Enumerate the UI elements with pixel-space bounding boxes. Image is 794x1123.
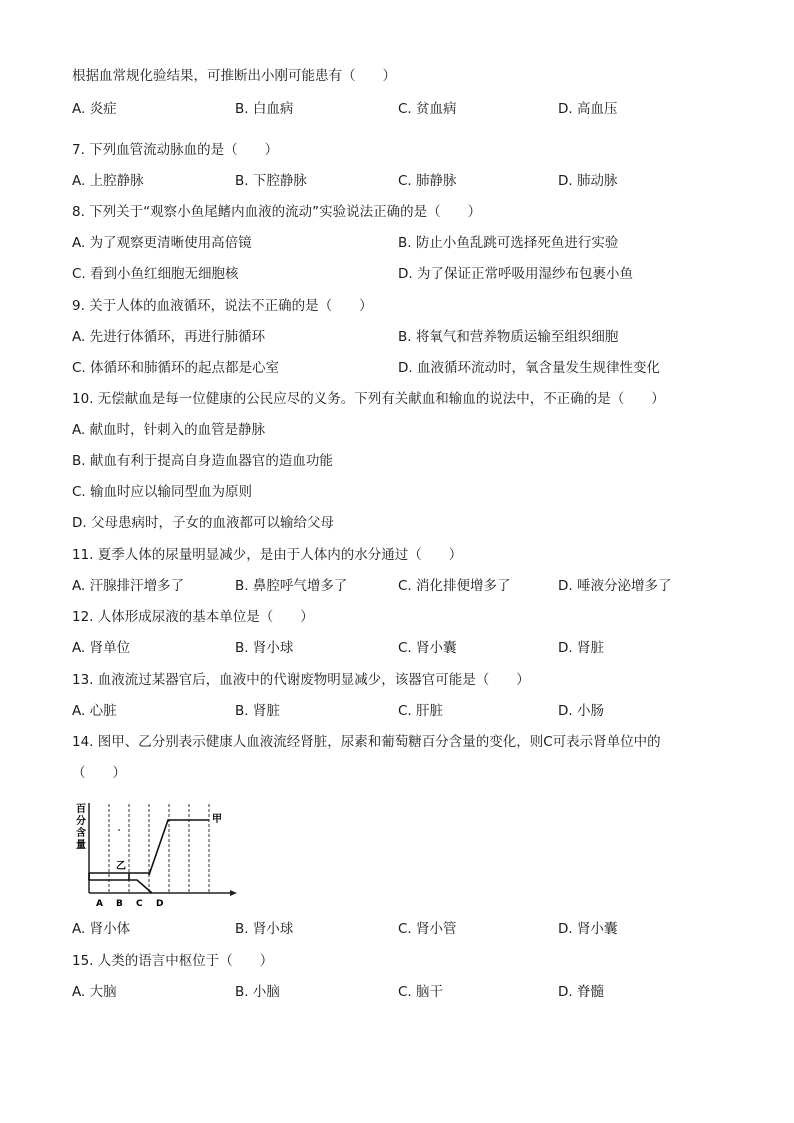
question-13-stem: 13. 血液流过某器官后，血液中的代谢废物明显减少，该器官可能是（ ） xyxy=(72,672,530,688)
question-11-stem: 11. 夏季人体的尿量明显减少，是由于人体内的水分通过（ ） xyxy=(72,547,463,563)
q9-option-c: C. 体循环和肺循环的起点都是心室 xyxy=(72,360,280,376)
q10-option-d: D. 父母患病时，子女的血液都可以输给父母 xyxy=(72,515,334,531)
series-yi-line xyxy=(89,880,152,893)
q13-option-c: C. 肝脏 xyxy=(398,703,444,719)
question-12-stem: 12. 人体形成尿液的基本单位是（ ） xyxy=(72,609,314,625)
q8-option-d: D. 为了保证正常呼吸用湿纱布包裹小鱼 xyxy=(398,266,633,282)
q7-option-d: D. 肺动脉 xyxy=(558,173,618,189)
q11-option-b: B. 鼻腔呼气增多了 xyxy=(235,578,348,594)
q7-option-a: A. 上腔静脉 xyxy=(72,173,144,189)
kidney-filtration-figure xyxy=(72,800,242,910)
q14-option-b: B. 肾小球 xyxy=(235,921,294,937)
option-a: A. 炎症 xyxy=(72,101,117,117)
q11-option-a: A. 汗腺排汗增多了 xyxy=(72,578,185,594)
q8-option-a: A. 为了观察更清晰使用高倍镜 xyxy=(72,235,252,251)
question-8-stem: 8. 下列关于“观察小鱼尾鳍内血液的流动”实验说法正确的是（ ） xyxy=(72,204,482,220)
figure-ylabel-char-4: 量 xyxy=(76,840,86,851)
q15-option-c: C. 脑干 xyxy=(398,984,444,1000)
q11-option-d: D. 唾液分泌增多了 xyxy=(558,578,672,594)
figure-dot xyxy=(118,829,120,831)
q12-option-d: D. 肾脏 xyxy=(558,640,604,656)
q10-option-a: A. 献血时，针刺入的血管是静脉 xyxy=(72,422,266,438)
q14-option-a: A. 肾小体 xyxy=(72,921,131,937)
q13-option-a: A. 心脏 xyxy=(72,703,117,719)
q7-option-c: C. 肺静脉 xyxy=(398,173,457,189)
option-c: C. 贫血病 xyxy=(398,101,457,117)
question-14-stem: 14. 图甲、乙分别表示健康人血液流经肾脏，尿素和葡萄糖百分含量的变化，则C可表示肾单位中的 xyxy=(72,734,661,750)
question-9-stem: 9. 关于人体的血液循环，说法不正确的是（ ） xyxy=(72,298,373,314)
q7-option-b: B. 下腔静脉 xyxy=(235,173,307,189)
q10-option-b: B. 献血有利于提高自身造血器官的造血功能 xyxy=(72,453,333,469)
q8-option-b: B. 防止小鱼乱跳可选择死鱼进行实验 xyxy=(398,235,619,251)
q10-option-c: C. 输血时应以输同型血为原则 xyxy=(72,484,253,500)
option-b: B. 白血病 xyxy=(235,101,294,117)
q9-option-d: D. 血液循环流动时，氧含量发生规律性变化 xyxy=(398,360,660,376)
question-14-stem-bracket: （ ） xyxy=(72,765,126,781)
q13-option-b: B. 肾脏 xyxy=(235,703,280,719)
x-label-d: D xyxy=(156,899,164,909)
q14-option-c: C. 肾小管 xyxy=(398,921,457,937)
q12-option-b: B. 肾小球 xyxy=(235,640,294,656)
q13-option-d: D. 小肠 xyxy=(558,703,604,719)
question-intro-stem: 根据血常规化验结果，可推断出小刚可能患有（ ） xyxy=(72,68,396,84)
q9-option-b: B. 将氧气和营养物质运输至组织细胞 xyxy=(398,329,619,345)
q15-option-d: D. 脊髓 xyxy=(558,984,604,1000)
x-label-a: A xyxy=(96,899,103,909)
figure-ylabel-char-1: 百 xyxy=(76,804,86,815)
x-label-c: C xyxy=(136,899,143,909)
q12-option-a: A. 肾单位 xyxy=(72,640,131,656)
x-label-b: B xyxy=(116,899,123,909)
figure-ylabel-char-3: 含 xyxy=(76,828,86,839)
q14-option-d: D. 肾小囊 xyxy=(558,921,618,937)
q15-option-a: A. 大脑 xyxy=(72,984,117,1000)
figure-x-arrow xyxy=(230,890,237,896)
question-15-stem: 15. 人类的语言中枢位于（ ） xyxy=(72,953,274,969)
question-7-stem: 7. 下列血管流动脉血的是（ ） xyxy=(72,142,279,158)
series-label-yi: 乙 xyxy=(116,861,126,872)
option-d: D. 高血压 xyxy=(558,101,618,117)
question-10-stem: 10. 无偿献血是每一位健康的公民应尽的义务。下列有关献血和输血的说法中，不正确的是（ ） xyxy=(72,391,665,407)
q8-option-c: C. 看到小鱼红细胞无细胞核 xyxy=(72,266,239,282)
q9-option-a: A. 先进行体循环，再进行肺循环 xyxy=(72,329,266,345)
q15-option-b: B. 小脑 xyxy=(235,984,280,1000)
q12-option-c: C. 肾小囊 xyxy=(398,640,457,656)
q11-option-c: C. 消化排便增多了 xyxy=(398,578,511,594)
series-label-jia: 甲 xyxy=(212,814,222,825)
figure-ylabel-char-2: 分 xyxy=(76,816,86,827)
